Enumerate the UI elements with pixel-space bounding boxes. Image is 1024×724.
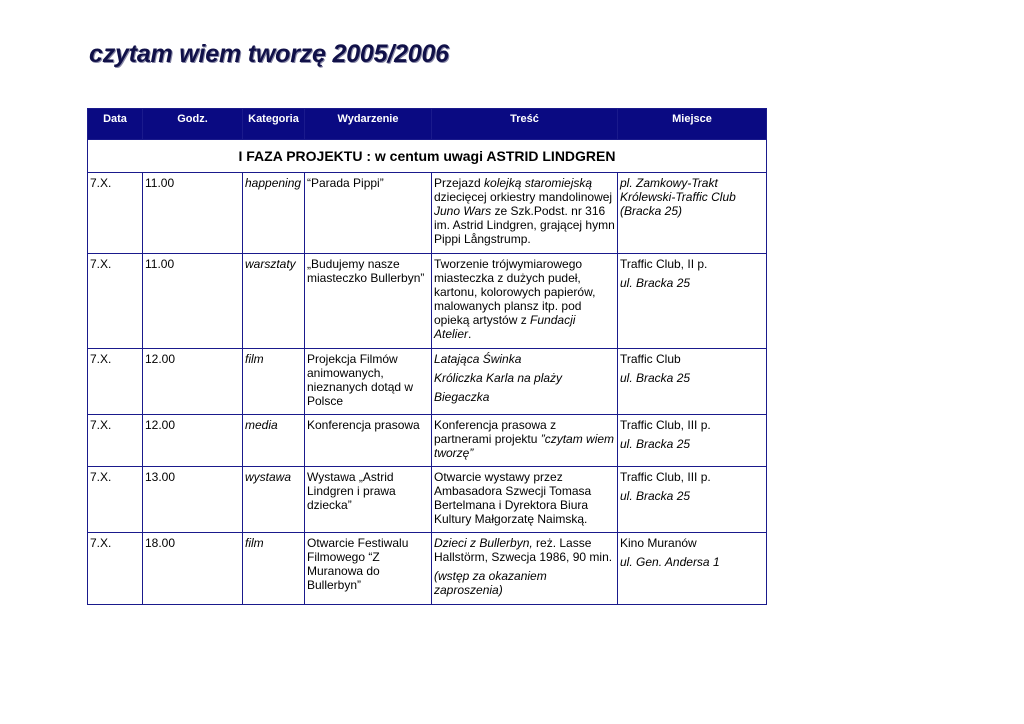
col-header-time: Godz.: [143, 109, 243, 140]
cell-time: 11.00: [143, 173, 243, 254]
content-italic: kolejką staromiejską: [484, 176, 593, 190]
cell-content: Otwarcie wystawy przez Ambasadora Szwecji Tomasa Bertelmana i Dyrektora Biura Kultury Małgorzatę Naimską.: [432, 467, 618, 533]
cell-time: 12.00: [143, 349, 243, 415]
cell-event: Otwarcie Festiwalu Filmowego “Z Muranowa do Bullerbyn”: [305, 533, 432, 605]
cell-content: [432, 415, 618, 467]
cell-time: 18.00: [143, 533, 243, 605]
cell-time: 11.00: [143, 254, 243, 349]
cell-content: [432, 173, 618, 254]
content-italic: ”czytam wiem tworzę”: [434, 432, 615, 460]
cell-date: 7.X.: [88, 415, 143, 467]
content-note: (wstęp za okazaniem zaproszenia): [434, 569, 547, 597]
cell-date: 7.X.: [88, 254, 143, 349]
place-address: ul. Bracka 25: [620, 437, 691, 451]
cell-date: 7.X.: [88, 467, 143, 533]
cell-event: Projekcja Filmów animowanych, nieznanych dotąd w Polsce: [305, 349, 432, 415]
film-title: Króliczka Karla na plaży: [434, 371, 563, 385]
table-row: [88, 254, 767, 349]
cell-category: warsztaty: [243, 254, 305, 349]
cell-date: 7.X.: [88, 173, 143, 254]
content-italic: Fundacji Atelier: [434, 313, 576, 341]
table-row: [88, 467, 767, 533]
page-title: czytam wiem tworzę 2005/2006: [89, 40, 449, 68]
cell-place: [618, 467, 767, 533]
cell-time: 13.00: [143, 467, 243, 533]
content-text: .: [468, 327, 472, 341]
table-header-row: [88, 109, 767, 140]
cell-category: wystawa: [243, 467, 305, 533]
place-name: Traffic Club, II p.: [620, 257, 708, 271]
place-address: ul. Gen. Andersa 1: [620, 555, 720, 569]
cell-place: [618, 415, 767, 467]
cell-place: pl. Zamkowy-Trakt Królewski-Traffic Club (Bracka 25): [618, 173, 767, 254]
cell-date: 7.X.: [88, 533, 143, 605]
cell-time: 12.00: [143, 415, 243, 467]
col-header-content: Treść: [432, 109, 618, 140]
cell-category: happening: [243, 173, 305, 254]
content-text: Przejazd: [434, 176, 485, 190]
place-name: Traffic Club: [620, 352, 681, 366]
content-italic: Juno Wars: [434, 204, 492, 218]
col-header-event: Wydarzenie: [305, 109, 432, 140]
col-header-place: Miejsce: [618, 109, 767, 140]
phase-row: [88, 140, 767, 173]
content-italic: Dzieci z Bullerbyn,: [434, 536, 533, 550]
content-text: dziecięcej orkiestry mandolinowej: [434, 190, 613, 204]
cell-category: media: [243, 415, 305, 467]
schedule-table: [87, 108, 767, 605]
place-address: ul. Bracka 25: [620, 371, 691, 385]
cell-date: 7.X.: [88, 349, 143, 415]
content-text: Tworzenie trójwymiarowego miasteczka z dużych pudeł, kartonu, kolorowych papierów, malowanych plansz itp. pod opieką artystów z: [434, 257, 596, 327]
place-name: Traffic Club, III p.: [620, 470, 711, 484]
place-address: ul. Bracka 25: [620, 276, 691, 290]
table-row: [88, 533, 767, 605]
place-name: Traffic Club, III p.: [620, 418, 711, 432]
col-header-category: Kategoria: [243, 109, 305, 140]
content-line: [434, 536, 615, 564]
cell-category: film: [243, 349, 305, 415]
cell-event: Konferencja prasowa: [305, 415, 432, 467]
cell-content: [432, 533, 618, 605]
col-header-date: Data: [88, 109, 143, 140]
cell-event: “Parada Pippi”: [305, 173, 432, 254]
film-title: Latająca Świnka: [434, 352, 522, 366]
cell-event: Wystawa „Astrid Lindgren i prawa dziecka”: [305, 467, 432, 533]
film-title: Biegaczka: [434, 390, 490, 404]
place-name: Kino Muranów: [620, 536, 697, 550]
cell-content: [432, 254, 618, 349]
table-row: [88, 349, 767, 415]
phase-title: I FAZA PROJEKTU : w centum uwagi ASTRID LINDGREN: [88, 140, 767, 173]
content-text: reż. Lasse Hallstörm, Szwecja 1986, 90 min.: [434, 536, 613, 564]
place-address: ul. Bracka 25: [620, 489, 691, 503]
content-text: ze Szk.Podst. nr 316 im. Astrid Lindgren, grającej hymn Pippi Långstrump.: [434, 204, 615, 246]
table-row: [88, 415, 767, 467]
cell-place: [618, 254, 767, 349]
cell-place: [618, 533, 767, 605]
table-row: [88, 173, 767, 254]
cell-category: film: [243, 533, 305, 605]
cell-place: [618, 349, 767, 415]
content-text: Konferencja prasowa z partnerami projektu: [434, 418, 557, 446]
cell-content: [432, 349, 618, 415]
cell-event: „Budujemy nasze miasteczko Bullerbyn”: [305, 254, 432, 349]
